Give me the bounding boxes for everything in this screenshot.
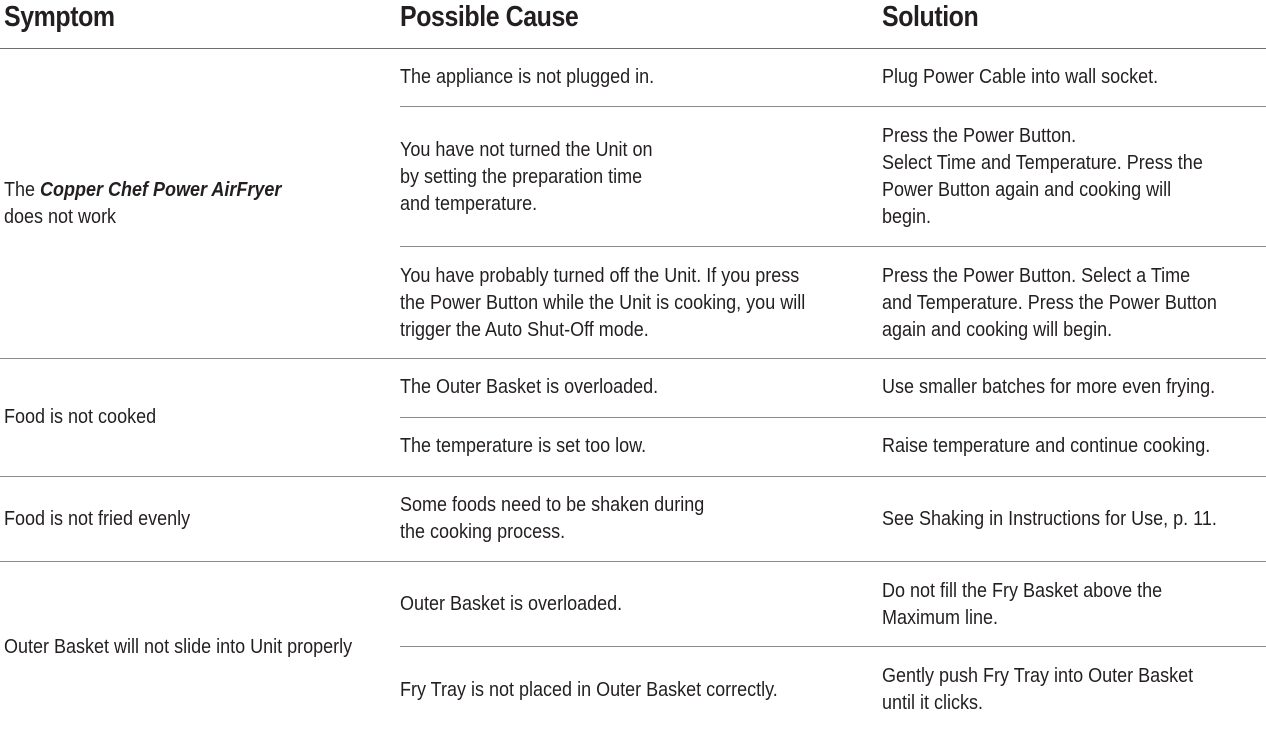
group-divider <box>0 476 1266 477</box>
group-divider <box>0 358 1266 359</box>
cause-temp-low: The temperature is set too low. <box>400 435 647 457</box>
solution-smaller-batches: Use smaller batches for more even frying. <box>882 376 1216 398</box>
table-header <box>0 0 1266 49</box>
solution-select-time: Press the Power Button. Select a Time and Temperature. Press the Power Button again and cooking will begin. <box>882 265 1217 341</box>
row-divider <box>400 246 1266 247</box>
symptom-basket-not-slide: Outer Basket will not slide into Unit properly <box>4 636 353 658</box>
product-name: Copper Chef Power AirFryer <box>40 179 282 201</box>
symptom-not-cooked: Food is not cooked <box>4 406 157 428</box>
symptom-prefix: The <box>4 179 41 201</box>
header-possible-cause: Possible Cause <box>400 1 579 33</box>
symptom-does-not-work <box>4 177 281 231</box>
solution-raise-temp: Raise temperature and continue cooking. <box>882 435 1211 457</box>
solution-see-shaking: See Shaking in Instructions for Use, p. 11. <box>882 508 1217 530</box>
cause-not-plugged: The appliance is not plugged in. <box>400 66 655 88</box>
row-divider <box>400 646 1266 647</box>
cause-basket-overloaded: The Outer Basket is overloaded. <box>400 376 659 398</box>
group-divider <box>0 561 1266 562</box>
symptom-not-fried-evenly: Food is not fried evenly <box>4 508 191 530</box>
solution-press-power: Press the Power Button. Select Time and Temperature. Press the Power Button again and cooking will begin. <box>882 125 1203 228</box>
row-divider <box>400 417 1266 418</box>
cause-tray-not-placed: Fry Tray is not placed in Outer Basket correctly. <box>400 679 778 701</box>
cause-outer-basket-overloaded: Outer Basket is overloaded. <box>400 593 623 615</box>
row-divider <box>400 106 1266 107</box>
solution-max-line: Do not fill the Fry Basket above the Maximum line. <box>882 580 1163 629</box>
header-solution: Solution <box>882 1 979 33</box>
symptom-suffix: does not work <box>4 206 117 228</box>
cause-not-turned-on: You have not turned the Unit on by setting the preparation time and temperature. <box>400 139 653 215</box>
cause-needs-shaking: Some foods need to be shaken during the cooking process. <box>400 494 705 543</box>
header-symptom: Symptom <box>4 1 115 33</box>
cause-turned-off: You have probably turned off the Unit. If you press the Power Button while the Unit is cooking, you will trigger the Auto Shut-Off mode. <box>400 265 806 341</box>
solution-push-tray: Gently push Fry Tray into Outer Basket until it clicks. <box>882 665 1194 714</box>
solution-plug-cable: Plug Power Cable into wall socket. <box>882 66 1159 88</box>
